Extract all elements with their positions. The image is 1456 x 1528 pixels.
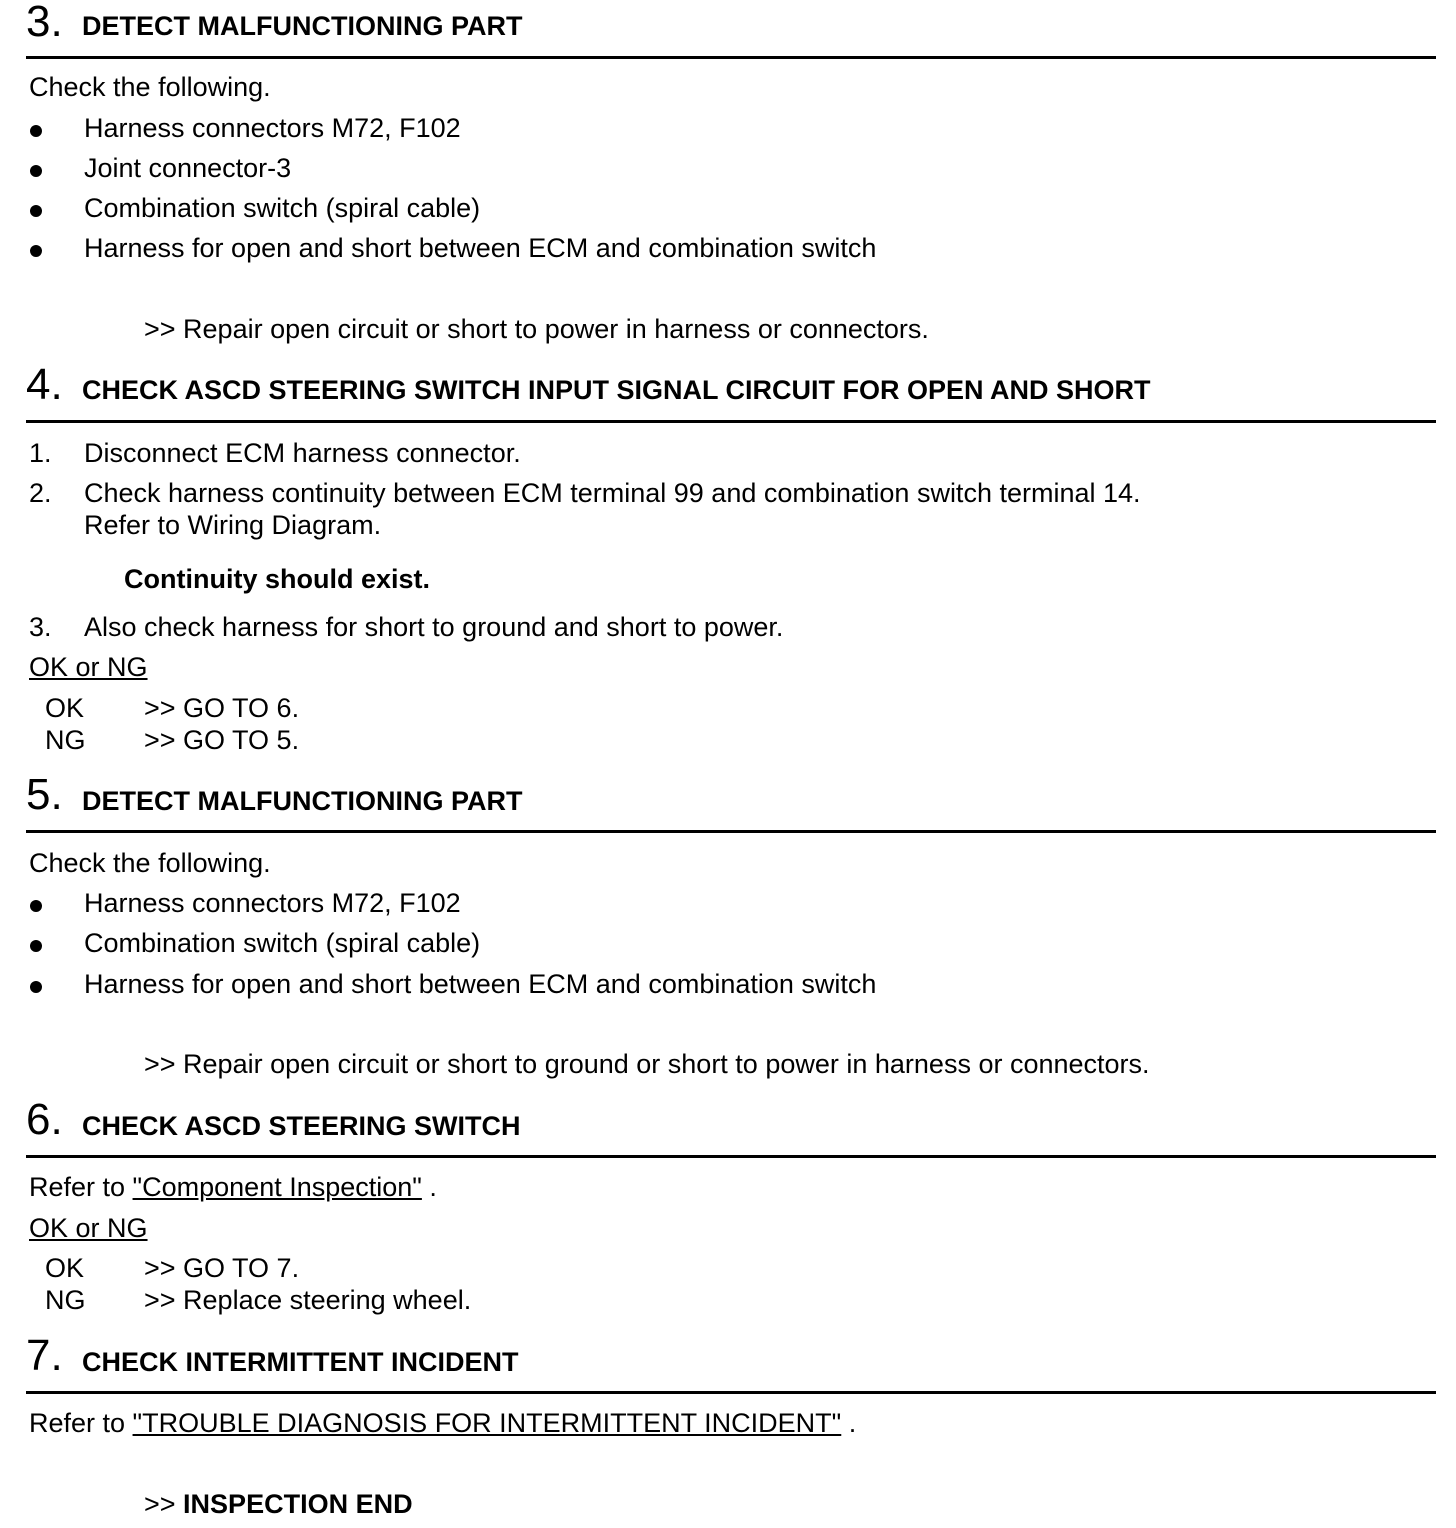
- ng-label: NG: [45, 1285, 86, 1315]
- intermittent-incident-link[interactable]: "TROUBLE DIAGNOSIS FOR INTERMITTENT INCIDENT": [132, 1408, 842, 1438]
- ok-action: >> GO TO 7.: [144, 1253, 300, 1283]
- step-3-item: Combination switch (spiral cable): [84, 193, 481, 223]
- list-number: 2.: [29, 478, 52, 508]
- bullet-icon: [30, 245, 42, 257]
- step-3-intro: Check the following.: [29, 72, 271, 102]
- step-5-intro: Check the following.: [29, 848, 271, 878]
- list-item: Also check harness for short to ground and short to power.: [84, 612, 784, 642]
- list-item: Disconnect ECM harness connector.: [84, 438, 521, 468]
- step-7-divider: [26, 1391, 1436, 1394]
- list-item-continuation: Refer to Wiring Diagram.: [84, 510, 382, 540]
- step-3-result: >> Repair open circuit or short to power in harness or connectors.: [144, 314, 929, 344]
- bullet-icon: [30, 125, 42, 137]
- refer-prefix: Refer to: [29, 1172, 133, 1202]
- bullet-icon: [30, 205, 42, 217]
- step-3-item: Joint connector-3: [84, 153, 292, 183]
- step-3-divider: [26, 56, 1436, 59]
- bullet-icon: [30, 900, 42, 912]
- list-item: Check harness continuity between ECM terminal 99 and combination switch terminal 14.: [84, 478, 1141, 508]
- step-6-divider: [26, 1155, 1436, 1158]
- refer-suffix: .: [841, 1408, 857, 1438]
- judge-heading: OK or NG: [29, 652, 148, 682]
- step-7-title: CHECK INTERMITTENT INCIDENT: [82, 1347, 519, 1377]
- ng-label: NG: [45, 725, 86, 755]
- ng-action: >> GO TO 5.: [144, 725, 300, 755]
- step-3-title: DETECT MALFUNCTIONING PART: [82, 11, 523, 41]
- ok-label: OK: [45, 693, 85, 723]
- step-3-number: 3.: [26, 0, 63, 46]
- step-3-item: Harness for open and short between ECM and combination switch: [84, 233, 877, 263]
- judge-heading: OK or NG: [29, 1213, 148, 1243]
- step-5-number: 5.: [26, 770, 63, 819]
- ng-action: >> Replace steering wheel.: [144, 1285, 472, 1315]
- bullet-icon: [30, 165, 42, 177]
- step-5-title: DETECT MALFUNCTIONING PART: [82, 786, 523, 816]
- step-5-item: Harness connectors M72, F102: [84, 888, 461, 918]
- step-6-number: 6.: [26, 1095, 63, 1144]
- component-inspection-link[interactable]: "Component Inspection": [132, 1172, 422, 1202]
- end-text: INSPECTION END: [183, 1489, 413, 1519]
- refer-line: [29, 1407, 856, 1439]
- step-5-item: Harness for open and short between ECM and combination switch: [84, 969, 877, 999]
- step-4-number: 4.: [26, 360, 63, 409]
- step-5-divider: [26, 830, 1436, 833]
- spec-text: Continuity should exist.: [124, 564, 431, 594]
- bullet-icon: [30, 940, 42, 952]
- ok-action: >> GO TO 6.: [144, 693, 300, 723]
- ok-label: OK: [45, 1253, 85, 1283]
- step-6-title: CHECK ASCD STEERING SWITCH: [82, 1111, 521, 1141]
- inspection-end: [144, 1488, 413, 1520]
- list-number: 3.: [29, 612, 52, 642]
- end-prefix: >>: [144, 1489, 184, 1519]
- step-5-result: >> Repair open circuit or short to ground or short to power in harness or connectors.: [144, 1049, 1150, 1079]
- step-7-number: 7.: [26, 1331, 63, 1380]
- bullet-icon: [30, 981, 42, 993]
- refer-line: [29, 1171, 437, 1203]
- step-3-item: Harness connectors M72, F102: [84, 113, 461, 143]
- step-4-title: CHECK ASCD STEERING SWITCH INPUT SIGNAL CIRCUIT FOR OPEN AND SHORT: [82, 375, 1151, 405]
- refer-prefix: Refer to: [29, 1408, 133, 1438]
- refer-suffix: .: [421, 1172, 437, 1202]
- list-number: 1.: [29, 438, 52, 468]
- step-4-divider: [26, 420, 1436, 423]
- step-5-item: Combination switch (spiral cable): [84, 928, 481, 958]
